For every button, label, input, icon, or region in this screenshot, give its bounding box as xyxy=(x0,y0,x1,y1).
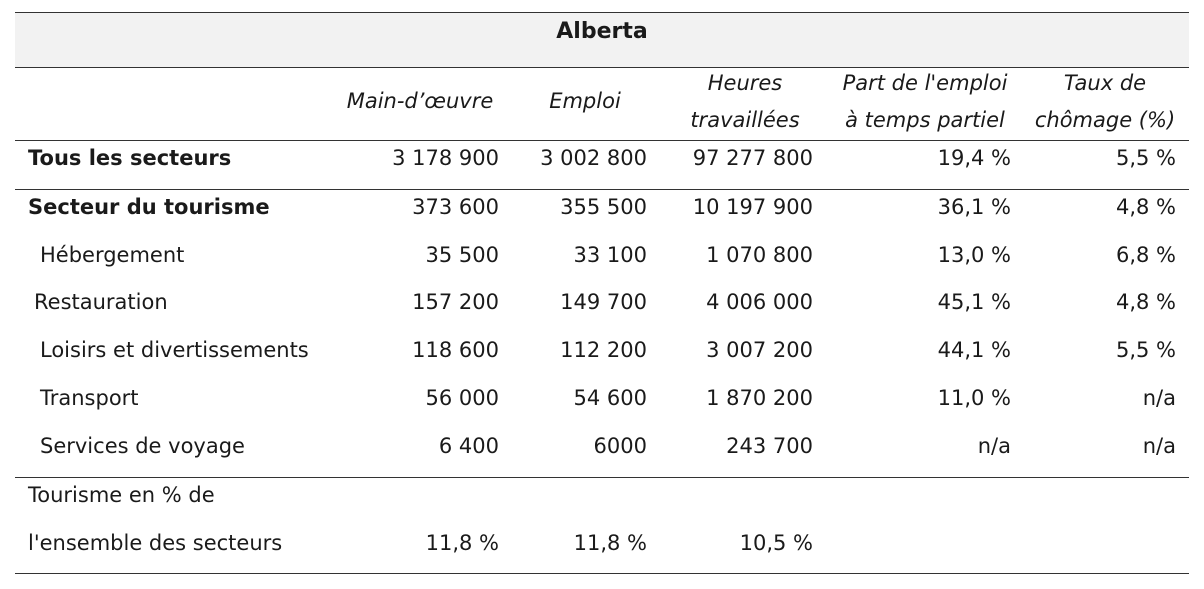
summary-label-line1-row xyxy=(15,476,1189,514)
cell-parttime: 11,0 % xyxy=(937,386,1011,410)
cell-parttime: 13,0 % xyxy=(937,243,1011,267)
cell-unemployment: 5,5 % xyxy=(1115,146,1176,170)
cell-labour-force: 35 500 xyxy=(425,243,499,267)
row-label: Tous les secteurs xyxy=(28,146,232,170)
table-bottom-border xyxy=(15,573,1189,574)
cell-labour-force: 118 600 xyxy=(412,338,499,362)
table-row-travel-services xyxy=(15,427,1189,465)
row-label: Services de voyage xyxy=(40,434,245,458)
row-label: Secteur du tourisme xyxy=(28,195,270,219)
table-row-tourism xyxy=(15,188,1189,226)
cell-labour-force: 56 000 xyxy=(425,386,499,410)
row-label: Restauration xyxy=(34,290,168,314)
title-band xyxy=(15,12,1189,68)
cell-unemployment: n/a xyxy=(1142,434,1176,458)
cell-parttime: 36,1 % xyxy=(937,195,1011,219)
cell-unemployment: 4,8 % xyxy=(1115,195,1176,219)
header-hours: Heures travaillées xyxy=(690,71,800,132)
cell-employment: 54 600 xyxy=(573,386,647,410)
row-label: Hébergement xyxy=(40,243,185,267)
header-employment: Emploi xyxy=(549,89,621,113)
cell-hours: 97 277 800 xyxy=(692,146,813,170)
cell-hours: 10,5 % xyxy=(739,531,813,555)
cell-unemployment: 6,8 % xyxy=(1115,243,1176,267)
cell-labour-force: 157 200 xyxy=(412,290,499,314)
header-unemployment: Taux de chômage (%) xyxy=(1034,71,1176,132)
summary-label-line1: Tourisme en % de xyxy=(28,483,215,507)
cell-labour-force: 6 400 xyxy=(438,434,499,458)
cell-hours: 1 070 800 xyxy=(706,243,813,267)
cell-employment: 149 700 xyxy=(560,290,647,314)
cell-unemployment: 5,5 % xyxy=(1115,338,1176,362)
header-parttime: Part de l'emploi à temps partiel xyxy=(842,71,1008,132)
cell-parttime: 19,4 % xyxy=(937,146,1011,170)
cell-labour-force: 11,8 % xyxy=(425,531,499,555)
cell-hours: 243 700 xyxy=(726,434,813,458)
cell-hours: 4 006 000 xyxy=(706,290,813,314)
cell-employment: 33 100 xyxy=(573,243,647,267)
table-row-transport xyxy=(15,379,1189,417)
cell-unemployment: 4,8 % xyxy=(1115,290,1176,314)
cell-employment: 11,8 % xyxy=(573,531,647,555)
cell-unemployment: n/a xyxy=(1142,386,1176,410)
cell-labour-force: 3 178 900 xyxy=(392,146,499,170)
cell-employment: 6000 xyxy=(593,434,647,458)
header-labour-force: Main-d’œuvre xyxy=(346,89,494,113)
cell-employment: 355 500 xyxy=(560,195,647,219)
table-row-all-sectors xyxy=(15,139,1189,177)
cell-parttime: n/a xyxy=(977,434,1011,458)
cell-labour-force: 373 600 xyxy=(412,195,499,219)
summary-label-line2: l'ensemble des secteurs xyxy=(28,531,283,555)
row-label: Loisirs et divertissements xyxy=(40,338,309,362)
table-row-summary xyxy=(15,524,1189,562)
table-title: Alberta xyxy=(556,19,648,44)
cell-hours: 3 007 200 xyxy=(706,338,813,362)
table-row-recreation xyxy=(15,331,1189,369)
table-row-accommodation xyxy=(15,236,1189,274)
cell-parttime: 45,1 % xyxy=(937,290,1011,314)
cell-parttime: 44,1 % xyxy=(937,338,1011,362)
cell-employment: 3 002 800 xyxy=(540,146,647,170)
row-label: Transport xyxy=(40,386,139,410)
table-row-food-services xyxy=(15,283,1189,321)
cell-hours: 1 870 200 xyxy=(706,386,813,410)
cell-employment: 112 200 xyxy=(560,338,647,362)
cell-hours: 10 197 900 xyxy=(692,195,813,219)
